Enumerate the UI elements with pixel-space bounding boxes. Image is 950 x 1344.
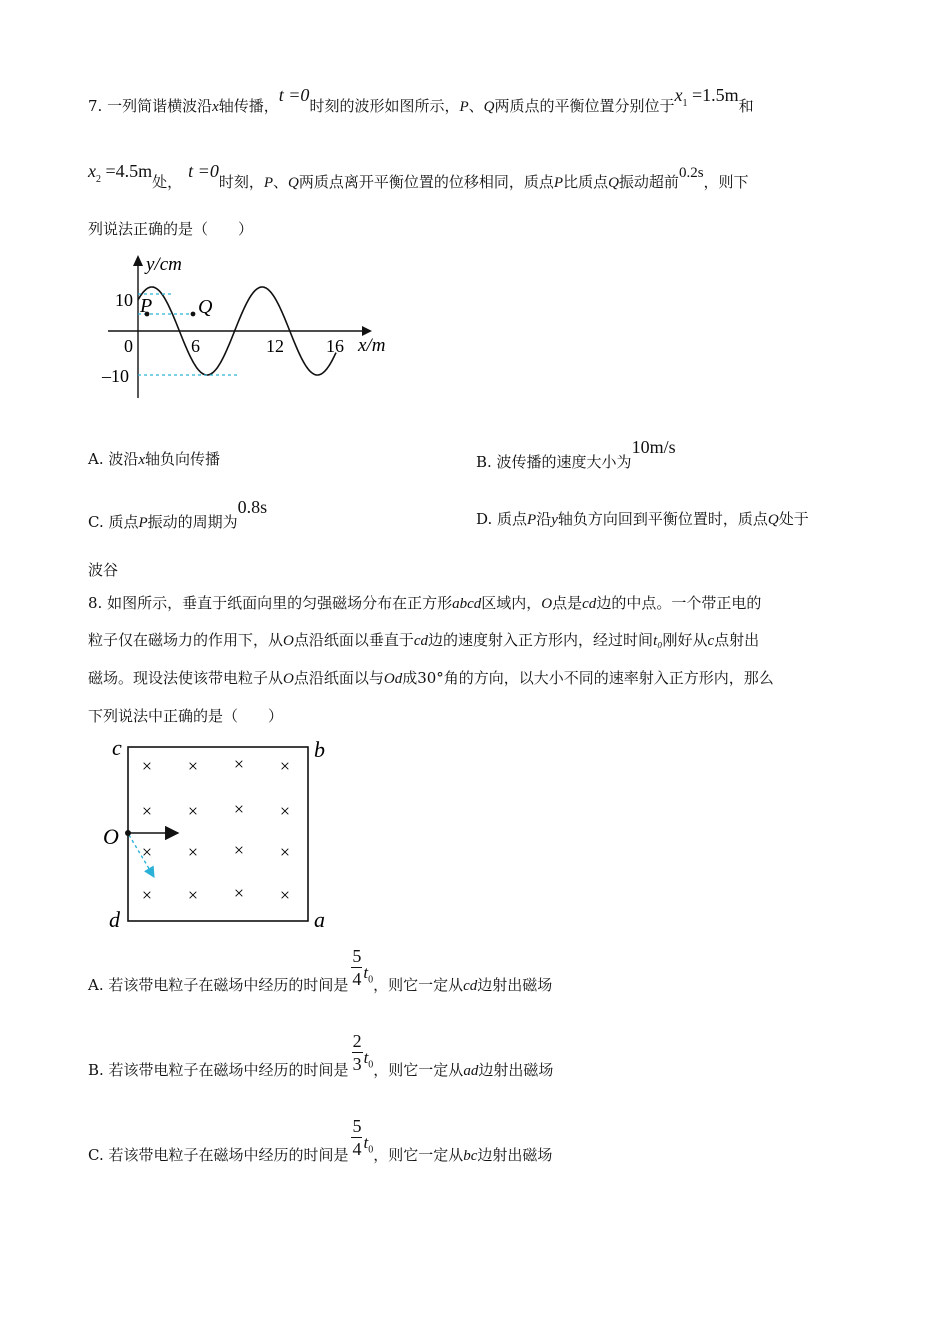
x-tick-12: 12 xyxy=(266,336,284,356)
text: 两质点离开平衡位置的位移相同，质点 xyxy=(298,173,554,191)
magnetic-field-diagram xyxy=(100,736,340,936)
text: 振动超前 xyxy=(618,173,679,191)
time-t0 xyxy=(363,963,374,986)
fraction xyxy=(351,947,362,989)
y-tick-neg: –10 xyxy=(102,366,129,386)
text: D. 质点 xyxy=(476,510,528,528)
field-cross-icon: × xyxy=(279,842,291,862)
sub: 0 xyxy=(368,1059,374,1071)
text: 边射出磁场 xyxy=(477,976,553,994)
field-cross-icon: × xyxy=(187,756,199,776)
speed-value: 10m/s xyxy=(631,437,676,457)
var-q: Q xyxy=(288,175,299,191)
corner-c-label: c xyxy=(112,735,122,760)
fraction xyxy=(351,1117,362,1159)
time-t0 xyxy=(363,1048,374,1071)
point-q-label: Q xyxy=(198,296,213,318)
q7-option-d[interactable] xyxy=(476,512,809,528)
var-t: t xyxy=(363,963,369,982)
q7-stem-line-3: 列说法正确的是（ ） xyxy=(88,220,254,238)
numerator: 2 xyxy=(352,1031,362,1052)
text: 点是 xyxy=(552,594,583,612)
q7-stem-line-2 xyxy=(88,161,749,191)
text: 刚好从 xyxy=(662,631,708,649)
field-cross-icon: × xyxy=(141,756,153,776)
lead-time: 0.2s xyxy=(678,165,704,181)
field-cross-icon: × xyxy=(187,801,199,821)
var-o: O xyxy=(283,633,294,649)
corner-d-label: d xyxy=(109,907,120,932)
var-o: O xyxy=(541,596,553,612)
text: 轴传播， xyxy=(218,97,279,115)
text: 振动的周期为 xyxy=(147,513,238,531)
q7-option-c[interactable] xyxy=(88,497,268,531)
var-p: P xyxy=(263,175,274,191)
var-od: Od xyxy=(383,671,403,687)
var-cd: cd xyxy=(582,596,597,612)
corner-a-label: a xyxy=(314,907,325,932)
var-p: P xyxy=(527,512,537,528)
text: 边射出磁场 xyxy=(478,1061,554,1079)
x1-value: =1.5m xyxy=(687,85,739,105)
text: 点沿纸面以与 xyxy=(293,669,384,687)
field-cross-icon: × xyxy=(233,883,245,903)
q8-stem-line-1 xyxy=(88,596,761,612)
text: 7. 一列简谐横波沿 xyxy=(88,97,213,115)
text: 和 xyxy=(738,97,754,115)
q8-option-a[interactable] xyxy=(88,946,553,997)
point-o-label: O xyxy=(103,824,119,849)
text: A. 波沿 xyxy=(88,450,139,468)
t-equals-zero: t =0 xyxy=(188,161,219,181)
denominator: 4 xyxy=(352,969,362,989)
var-p: P xyxy=(459,99,469,115)
t-equals-zero: t =0 xyxy=(278,85,310,105)
text: 区域内， xyxy=(481,594,542,612)
var-q: Q xyxy=(767,512,779,528)
text: 轴负向传播 xyxy=(145,450,221,468)
text: 粒子仅在磁场力的作用下，从 xyxy=(88,631,284,649)
var-c: c xyxy=(707,633,715,649)
field-cross-grid xyxy=(142,754,290,905)
x-tick-16: 16 xyxy=(326,336,344,356)
text: 边的中点。一个带正电的 xyxy=(596,594,762,612)
text: 点沿纸面以垂直于 xyxy=(293,631,414,649)
q7-option-d-continued: 波谷 xyxy=(88,561,119,579)
text: 磁场。现设法使该带电粒子从 xyxy=(88,669,284,687)
text: 、 xyxy=(273,173,289,191)
corner-b-label: b xyxy=(314,737,325,762)
text: 8. 如图所示，垂直于纸面向里的匀强磁场分布在正方形 xyxy=(88,594,453,612)
var-x: x xyxy=(138,452,146,468)
var-p: P xyxy=(553,175,564,191)
sub: 0 xyxy=(368,1144,374,1156)
field-cross-icon: × xyxy=(187,885,199,905)
x2-value: =4.5m xyxy=(101,161,153,181)
field-cross-icon: × xyxy=(187,842,199,862)
var-edge: ad xyxy=(463,1063,479,1079)
text: 处于 xyxy=(778,510,809,528)
q7-stem-line-1 xyxy=(88,85,754,115)
y-tick-pos: 10 xyxy=(115,290,133,310)
period-value: 0.8s xyxy=(237,497,268,517)
q8-option-b[interactable] xyxy=(88,1031,554,1082)
var-abcd: abcd xyxy=(452,596,482,612)
var-cd: cd xyxy=(413,633,429,649)
var-t0: t₀ xyxy=(653,633,663,649)
text: 两质点的平衡位置分别位于 xyxy=(494,97,675,115)
y-axis-label: y/cm xyxy=(146,254,182,275)
var-x1: x xyxy=(674,85,683,105)
text: 比质点 xyxy=(563,173,609,191)
q7-option-a[interactable] xyxy=(88,452,220,468)
x-axis-label: x/m xyxy=(358,335,386,356)
var-p: P xyxy=(138,515,148,531)
var-edge: bc xyxy=(463,1148,478,1164)
text: ，则它一定从 xyxy=(373,1061,464,1079)
point-q-dot xyxy=(191,312,196,317)
field-cross-icon: × xyxy=(279,756,291,776)
q8-option-c[interactable] xyxy=(88,1116,553,1167)
text: 时刻， xyxy=(218,173,264,191)
field-cross-icon: × xyxy=(233,799,245,819)
x2-expression xyxy=(88,161,153,185)
text: 边射出磁场 xyxy=(477,1146,553,1164)
text: 轴负方向回到平衡位置时，质点 xyxy=(557,510,768,528)
sub: 2 xyxy=(96,174,101,185)
time-t0 xyxy=(363,1133,374,1156)
numerator: 5 xyxy=(352,1116,362,1137)
point-o-dot xyxy=(125,830,131,836)
var-edge: cd xyxy=(463,978,478,994)
var-x: x xyxy=(212,99,219,115)
text: ，则下 xyxy=(703,173,749,191)
field-cross-icon: × xyxy=(233,840,245,860)
q7-option-b[interactable] xyxy=(476,437,676,471)
text: B. 波传播的速度大小为 xyxy=(476,453,632,471)
text: ，则它一定从 xyxy=(373,976,464,994)
origin-label: 0 xyxy=(124,336,133,356)
field-cross-icon: × xyxy=(141,842,153,862)
denominator: 4 xyxy=(352,1139,362,1159)
var-q: Q xyxy=(483,99,495,115)
var-t: t xyxy=(363,1048,369,1067)
text: 处， xyxy=(152,173,183,191)
x1-expression xyxy=(674,85,739,109)
text: 、 xyxy=(468,97,484,115)
text: C. 质点 xyxy=(88,513,139,531)
var-y: y xyxy=(551,512,558,528)
denominator: 3 xyxy=(352,1054,362,1074)
text: C. 若该带电粒子在磁场中经历的时间是 xyxy=(88,1146,349,1164)
sub: 0 xyxy=(368,974,374,986)
sub: 1 xyxy=(682,98,688,109)
text: A. 若该带电粒子在磁场中经历的时间是 xyxy=(88,976,349,994)
field-cross-icon: × xyxy=(141,801,153,821)
text: 沿 xyxy=(536,510,552,528)
field-cross-icon: × xyxy=(141,885,153,905)
x-tick-6: 6 xyxy=(191,336,200,356)
y-axis-arrow-icon xyxy=(133,255,143,266)
var-t: t xyxy=(363,1133,369,1152)
field-cross-icon: × xyxy=(233,754,245,774)
wave-graph xyxy=(100,252,400,402)
field-cross-icon: × xyxy=(279,801,291,821)
text: B. 若该带电粒子在磁场中经历的时间是 xyxy=(88,1061,349,1079)
text: ，则它一定从 xyxy=(373,1146,464,1164)
q8-stem-line-2 xyxy=(88,633,759,649)
fraction xyxy=(352,1032,363,1074)
var-o: O xyxy=(283,671,294,687)
text: 边的速度射入正方形内，经过时间 xyxy=(428,631,654,649)
q8-stem-line-3 xyxy=(88,671,774,687)
var-x2: x xyxy=(88,161,96,181)
point-p-label: P xyxy=(140,295,153,317)
text: 成30°角的方向，以大小不同的速率射入正方形内，那么 xyxy=(402,669,774,687)
numerator: 5 xyxy=(352,946,362,967)
field-cross-icon: × xyxy=(279,885,291,905)
q8-stem-line-4: 下列说法中正确的是（ ） xyxy=(88,707,284,725)
text: 时刻的波形如图所示， xyxy=(309,97,460,115)
text: 点射出 xyxy=(714,631,760,649)
var-q: Q xyxy=(608,175,619,191)
